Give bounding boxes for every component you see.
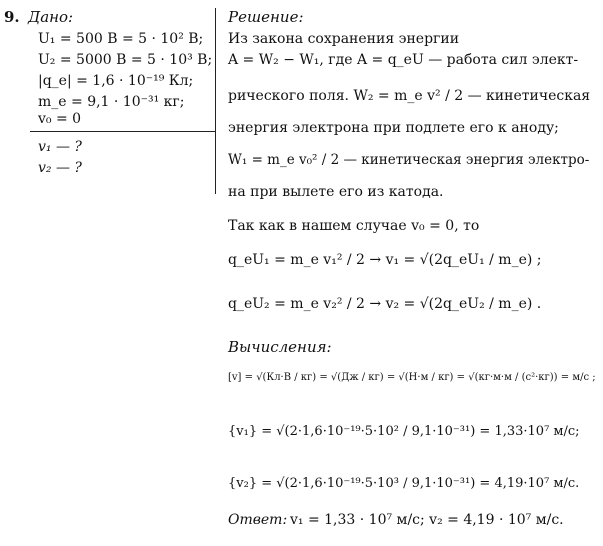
- solution-line: рического поля. W₂ = m_e v² / 2 — кинетическая: [228, 88, 591, 104]
- solution-line: A = W₂ − W₁, где A = q_eU — работа сил элект-: [228, 52, 579, 68]
- given-heading: Дано:: [28, 8, 74, 26]
- formula-v1: q_eU₁ = m_e v₁² / 2 → v₁ = √(2q_eU₁ / m_e) ;: [228, 252, 542, 268]
- given-line: |q_e| = 1,6 · 10⁻¹⁹ Кл;: [38, 73, 194, 89]
- given-line: m_e = 9,1 · 10⁻³¹ кг;: [38, 94, 185, 110]
- calc-v1: {v₁} = √(2·1,6·10⁻¹⁹·5·10² / 9,1·10⁻³¹) = 1,33·10⁷ м/с;: [228, 424, 580, 439]
- formula-v2: q_eU₂ = m_e v₂² / 2 → v₂ = √(2q_eU₂ / m_e) .: [228, 296, 542, 312]
- solution-heading: Решение:: [228, 8, 304, 26]
- solution-line: на при вылете его из катода.: [228, 184, 444, 200]
- answer-text: v₁ = 1,33 · 10⁷ м/с; v₂ = 4,19 · 10⁷ м/с.: [290, 512, 564, 528]
- find-line: v₂ — ?: [38, 160, 82, 176]
- given-line: U₂ = 5000 В = 5 · 10³ В;: [38, 52, 213, 68]
- calc-v2: {v₂} = √(2·1,6·10⁻¹⁹·5·10³ / 9,1·10⁻³¹) = 4,19·10⁷ м/с.: [228, 476, 580, 491]
- find-line: v₁ — ?: [38, 139, 82, 155]
- calculations-heading: Вычисления:: [228, 338, 332, 356]
- answer-label: Ответ:: [228, 512, 288, 528]
- given-divider-horizontal: [30, 131, 216, 132]
- solution-line: энергия электрона при подлете его к аноду;: [228, 120, 559, 136]
- given-line: U₁ = 500 В = 5 · 10² В;: [38, 31, 204, 47]
- solution-line: Так как в нашем случае v₀ = 0, то: [228, 218, 480, 234]
- unit-check: [v] = √(Кл·В / кг) = √(Дж / кг) = √(Н·м / кг) = √(кг·м·м / (с²·кг)) = м/с ;: [228, 372, 596, 383]
- problem-number: 9.: [4, 8, 20, 26]
- given-divider-vertical: [215, 8, 216, 194]
- given-line: v₀ = 0: [38, 111, 82, 127]
- solution-line: W₁ = m_e v₀² / 2 — кинетическая энергия электро-: [228, 152, 590, 168]
- solution-line: Из закона сохранения энергии: [228, 31, 460, 47]
